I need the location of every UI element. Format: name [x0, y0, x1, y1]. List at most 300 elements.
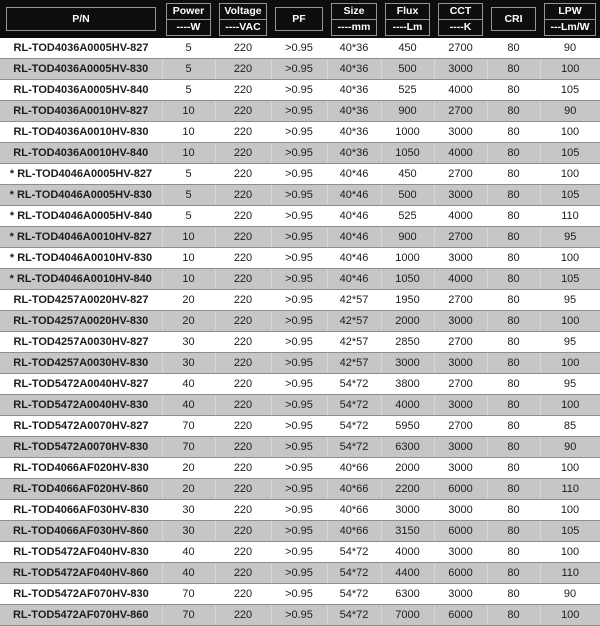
- table-row: [0, 479, 600, 500]
- table-row: [0, 143, 600, 164]
- cell-voltage: 220: [215, 248, 271, 269]
- col-header-cri-label: CRI: [491, 7, 536, 31]
- cell-flux: 450: [381, 38, 434, 59]
- cell-cri: 80: [487, 206, 540, 227]
- cell-flux: 525: [381, 206, 434, 227]
- cell-pn: RL-TOD5472A0040HV-830: [0, 395, 162, 416]
- cell-voltage: 220: [215, 80, 271, 101]
- cell-size: 54*72: [327, 605, 381, 626]
- cell-power: 30: [162, 332, 215, 353]
- table-row: [0, 269, 600, 290]
- cell-cri: 80: [487, 584, 540, 605]
- cell-cct: 2700: [434, 101, 487, 122]
- cell-power: 70: [162, 437, 215, 458]
- cell-pn: RL-TOD5472AF070HV-830: [0, 584, 162, 605]
- cell-pf: >0.95: [271, 269, 327, 290]
- cell-cct: 3000: [434, 311, 487, 332]
- cell-voltage: 220: [215, 416, 271, 437]
- cell-voltage: 220: [215, 353, 271, 374]
- cell-power: 70: [162, 416, 215, 437]
- col-header-pn-label: P/N: [6, 7, 156, 31]
- cell-pn: RL-TOD4036A0010HV-840: [0, 143, 162, 164]
- cell-voltage: 220: [215, 542, 271, 563]
- table-row: [0, 584, 600, 605]
- cell-pf: >0.95: [271, 521, 327, 542]
- cell-size: 54*72: [327, 437, 381, 458]
- cell-size: 40*66: [327, 479, 381, 500]
- cell-flux: 500: [381, 59, 434, 80]
- cell-pn: RL-TOD4036A0010HV-827: [0, 101, 162, 122]
- cell-pf: >0.95: [271, 332, 327, 353]
- cell-cri: 80: [487, 605, 540, 626]
- cell-power: 10: [162, 248, 215, 269]
- cell-cct: 3000: [434, 500, 487, 521]
- cell-cri: 80: [487, 374, 540, 395]
- cell-cct: 4000: [434, 143, 487, 164]
- cell-power: 5: [162, 80, 215, 101]
- cell-lpw: 100: [540, 353, 600, 374]
- cell-power: 10: [162, 227, 215, 248]
- cell-cri: 80: [487, 479, 540, 500]
- cell-pf: >0.95: [271, 38, 327, 59]
- cell-size: 40*46: [327, 206, 381, 227]
- cell-pf: >0.95: [271, 122, 327, 143]
- cell-power: 5: [162, 185, 215, 206]
- cell-lpw: 100: [540, 458, 600, 479]
- table-row: [0, 374, 600, 395]
- cell-cct: 2700: [434, 416, 487, 437]
- cell-flux: 900: [381, 227, 434, 248]
- cell-voltage: 220: [215, 227, 271, 248]
- cell-flux: 2850: [381, 332, 434, 353]
- table-row: [0, 500, 600, 521]
- cell-lpw: 90: [540, 437, 600, 458]
- cell-pn: RL-TOD5472A0070HV-830: [0, 437, 162, 458]
- table-row: [0, 206, 600, 227]
- cell-pf: >0.95: [271, 374, 327, 395]
- table-body: [0, 38, 600, 626]
- col-header-power-unit: ----W: [166, 19, 211, 36]
- cell-size: 40*46: [327, 248, 381, 269]
- cell-pf: >0.95: [271, 584, 327, 605]
- cell-cri: 80: [487, 101, 540, 122]
- cell-lpw: 105: [540, 185, 600, 206]
- table-row: [0, 311, 600, 332]
- cell-cct: 3000: [434, 542, 487, 563]
- cell-pn: RL-TOD4066AF020HV-860: [0, 479, 162, 500]
- cell-voltage: 220: [215, 500, 271, 521]
- cell-voltage: 220: [215, 206, 271, 227]
- cell-flux: 3150: [381, 521, 434, 542]
- cell-cri: 80: [487, 185, 540, 206]
- cell-pf: >0.95: [271, 248, 327, 269]
- cell-voltage: 220: [215, 521, 271, 542]
- cell-cri: 80: [487, 332, 540, 353]
- cell-cri: 80: [487, 122, 540, 143]
- cell-pn: * RL-TOD4046A0010HV-830: [0, 248, 162, 269]
- cell-flux: 6300: [381, 437, 434, 458]
- table-row: [0, 164, 600, 185]
- cell-cct: 3000: [434, 248, 487, 269]
- cell-size: 40*46: [327, 164, 381, 185]
- cell-cct: 6000: [434, 563, 487, 584]
- cell-size: 40*36: [327, 101, 381, 122]
- table-row: [0, 521, 600, 542]
- cell-power: 40: [162, 542, 215, 563]
- cell-power: 20: [162, 458, 215, 479]
- cell-voltage: 220: [215, 143, 271, 164]
- cell-power: 30: [162, 521, 215, 542]
- cell-cct: 6000: [434, 605, 487, 626]
- col-header-size-unit: ----mm: [331, 19, 377, 36]
- cell-cct: 4000: [434, 80, 487, 101]
- cell-size: 40*36: [327, 122, 381, 143]
- col-header-voltage-label: Voltage: [219, 3, 267, 20]
- cell-pn: RL-TOD4257A0030HV-827: [0, 332, 162, 353]
- cell-voltage: 220: [215, 584, 271, 605]
- cell-voltage: 220: [215, 605, 271, 626]
- cell-size: 42*57: [327, 311, 381, 332]
- table-row: [0, 38, 600, 59]
- cell-cri: 80: [487, 458, 540, 479]
- cell-flux: 2000: [381, 458, 434, 479]
- cell-voltage: 220: [215, 563, 271, 584]
- table-row: [0, 185, 600, 206]
- cell-power: 5: [162, 38, 215, 59]
- cell-pn: RL-TOD4257A0020HV-827: [0, 290, 162, 311]
- table-row: [0, 353, 600, 374]
- cell-pn: RL-TOD4036A0005HV-830: [0, 59, 162, 80]
- cell-pn: RL-TOD4257A0030HV-830: [0, 353, 162, 374]
- cell-pn: RL-TOD4257A0020HV-830: [0, 311, 162, 332]
- cell-voltage: 220: [215, 185, 271, 206]
- cell-cri: 80: [487, 311, 540, 332]
- col-header-power-label: Power: [166, 3, 211, 20]
- table-row: [0, 290, 600, 311]
- cell-cct: 6000: [434, 479, 487, 500]
- cell-lpw: 105: [540, 143, 600, 164]
- cell-flux: 2200: [381, 479, 434, 500]
- cell-power: 5: [162, 164, 215, 185]
- cell-flux: 1950: [381, 290, 434, 311]
- cell-power: 40: [162, 395, 215, 416]
- cell-voltage: 220: [215, 101, 271, 122]
- cell-power: 40: [162, 374, 215, 395]
- cell-size: 40*46: [327, 269, 381, 290]
- cell-power: 10: [162, 269, 215, 290]
- cell-size: 54*72: [327, 563, 381, 584]
- col-header-flux-unit: ----Lm: [385, 19, 430, 36]
- cell-voltage: 220: [215, 59, 271, 80]
- cell-cct: 3000: [434, 353, 487, 374]
- col-header-lpw-unit: ---Lm/W: [544, 19, 596, 36]
- cell-cri: 80: [487, 290, 540, 311]
- cell-flux: 6300: [381, 584, 434, 605]
- cell-pn: RL-TOD5472A0040HV-827: [0, 374, 162, 395]
- col-header-flux-label: Flux: [385, 3, 430, 20]
- cell-voltage: 220: [215, 311, 271, 332]
- table-row: [0, 542, 600, 563]
- cell-power: 20: [162, 290, 215, 311]
- cell-pf: >0.95: [271, 437, 327, 458]
- table-row: [0, 248, 600, 269]
- cell-cct: 3000: [434, 122, 487, 143]
- cell-cct: 3000: [434, 458, 487, 479]
- cell-pf: >0.95: [271, 458, 327, 479]
- cell-power: 30: [162, 500, 215, 521]
- cell-pf: >0.95: [271, 605, 327, 626]
- cell-voltage: 220: [215, 479, 271, 500]
- cell-flux: 500: [381, 185, 434, 206]
- cell-cct: 3000: [434, 395, 487, 416]
- cell-pf: >0.95: [271, 311, 327, 332]
- cell-voltage: 220: [215, 38, 271, 59]
- cell-pf: >0.95: [271, 353, 327, 374]
- col-header-pn: [0, 0, 162, 38]
- table-row: [0, 122, 600, 143]
- cell-cct: 2700: [434, 38, 487, 59]
- cell-lpw: 100: [540, 605, 600, 626]
- cell-lpw: 95: [540, 227, 600, 248]
- cell-cri: 80: [487, 395, 540, 416]
- cell-cct: 3000: [434, 437, 487, 458]
- cell-pn: RL-TOD4036A0005HV-827: [0, 38, 162, 59]
- table-row: [0, 80, 600, 101]
- col-header-voltage-unit: ----VAC: [219, 19, 267, 36]
- cell-cri: 80: [487, 143, 540, 164]
- cell-power: 5: [162, 206, 215, 227]
- cell-flux: 1000: [381, 248, 434, 269]
- cell-size: 40*66: [327, 521, 381, 542]
- cell-cri: 80: [487, 563, 540, 584]
- cell-voltage: 220: [215, 332, 271, 353]
- cell-voltage: 220: [215, 458, 271, 479]
- cell-cri: 80: [487, 80, 540, 101]
- cell-cri: 80: [487, 227, 540, 248]
- cell-pf: >0.95: [271, 542, 327, 563]
- cell-size: 54*72: [327, 395, 381, 416]
- cell-power: 20: [162, 311, 215, 332]
- cell-voltage: 220: [215, 395, 271, 416]
- cell-cct: 3000: [434, 59, 487, 80]
- col-header-power: [162, 0, 215, 38]
- table-row: [0, 59, 600, 80]
- cell-voltage: 220: [215, 122, 271, 143]
- cell-pn: RL-TOD5472A0070HV-827: [0, 416, 162, 437]
- cell-cct: 2700: [434, 164, 487, 185]
- cell-lpw: 105: [540, 521, 600, 542]
- cell-voltage: 220: [215, 374, 271, 395]
- cell-pf: >0.95: [271, 563, 327, 584]
- cell-lpw: 95: [540, 332, 600, 353]
- cell-flux: 450: [381, 164, 434, 185]
- cell-cct: 3000: [434, 584, 487, 605]
- col-header-cri: [487, 0, 540, 38]
- cell-lpw: 90: [540, 38, 600, 59]
- cell-size: 40*36: [327, 143, 381, 164]
- cell-size: 54*72: [327, 416, 381, 437]
- cell-cri: 80: [487, 269, 540, 290]
- cell-cri: 80: [487, 353, 540, 374]
- cell-cct: 2700: [434, 374, 487, 395]
- cell-lpw: 95: [540, 290, 600, 311]
- cell-flux: 3000: [381, 353, 434, 374]
- cell-size: 42*57: [327, 290, 381, 311]
- cell-lpw: 95: [540, 374, 600, 395]
- cell-lpw: 90: [540, 101, 600, 122]
- cell-pf: >0.95: [271, 227, 327, 248]
- table-row: [0, 416, 600, 437]
- table-row: [0, 563, 600, 584]
- cell-pf: >0.95: [271, 500, 327, 521]
- cell-cct: 6000: [434, 521, 487, 542]
- table-row: [0, 227, 600, 248]
- cell-flux: 525: [381, 80, 434, 101]
- cell-pn: RL-TOD5472AF040HV-860: [0, 563, 162, 584]
- cell-pn: RL-TOD4036A0005HV-840: [0, 80, 162, 101]
- cell-lpw: 105: [540, 269, 600, 290]
- cell-cct: 2700: [434, 332, 487, 353]
- col-header-pf: [271, 0, 327, 38]
- table-header: [0, 0, 600, 38]
- col-header-size: [327, 0, 381, 38]
- cell-cri: 80: [487, 248, 540, 269]
- col-header-voltage: [215, 0, 271, 38]
- cell-pn: * RL-TOD4046A0005HV-827: [0, 164, 162, 185]
- cell-cri: 80: [487, 521, 540, 542]
- col-header-cct: [434, 0, 487, 38]
- table-row: [0, 458, 600, 479]
- cell-size: 40*46: [327, 227, 381, 248]
- cell-size: 42*57: [327, 353, 381, 374]
- cell-pn: RL-TOD4066AF020HV-830: [0, 458, 162, 479]
- cell-lpw: 100: [540, 248, 600, 269]
- cell-pn: RL-TOD5472AF070HV-860: [0, 605, 162, 626]
- cell-pf: >0.95: [271, 164, 327, 185]
- col-header-cct-unit: ----K: [438, 19, 483, 36]
- col-header-lpw-label: LPW: [544, 3, 596, 20]
- cell-flux: 4000: [381, 395, 434, 416]
- col-header-cct-label: CCT: [438, 3, 483, 20]
- cell-power: 30: [162, 353, 215, 374]
- cell-power: 5: [162, 59, 215, 80]
- cell-lpw: 110: [540, 479, 600, 500]
- col-header-size-label: Size: [331, 3, 377, 20]
- table-row: [0, 437, 600, 458]
- cell-pn: RL-TOD4036A0010HV-830: [0, 122, 162, 143]
- cell-cri: 80: [487, 437, 540, 458]
- cell-voltage: 220: [215, 290, 271, 311]
- col-header-lpw: [540, 0, 600, 38]
- cell-cri: 80: [487, 59, 540, 80]
- cell-power: 70: [162, 584, 215, 605]
- cell-lpw: 100: [540, 122, 600, 143]
- cell-cct: 3000: [434, 185, 487, 206]
- cell-flux: 3800: [381, 374, 434, 395]
- table-row: [0, 332, 600, 353]
- cell-pf: >0.95: [271, 290, 327, 311]
- cell-power: 10: [162, 122, 215, 143]
- cell-cri: 80: [487, 164, 540, 185]
- cell-power: 10: [162, 101, 215, 122]
- cell-flux: 1050: [381, 143, 434, 164]
- cell-lpw: 100: [540, 59, 600, 80]
- cell-size: 40*66: [327, 458, 381, 479]
- cell-flux: 5950: [381, 416, 434, 437]
- cell-flux: 7000: [381, 605, 434, 626]
- cell-cct: 4000: [434, 206, 487, 227]
- table-row: [0, 101, 600, 122]
- cell-lpw: 100: [540, 311, 600, 332]
- cell-pf: >0.95: [271, 416, 327, 437]
- cell-size: 54*72: [327, 584, 381, 605]
- cell-cri: 80: [487, 542, 540, 563]
- col-header-flux: [381, 0, 434, 38]
- cell-flux: 1050: [381, 269, 434, 290]
- cell-pn: RL-TOD4066AF030HV-830: [0, 500, 162, 521]
- cell-cri: 80: [487, 500, 540, 521]
- col-header-pf-label: PF: [275, 7, 323, 31]
- cell-pf: >0.95: [271, 479, 327, 500]
- cell-flux: 2000: [381, 311, 434, 332]
- cell-lpw: 100: [540, 395, 600, 416]
- cell-power: 20: [162, 479, 215, 500]
- cell-size: 40*36: [327, 38, 381, 59]
- cell-size: 40*46: [327, 185, 381, 206]
- cell-power: 40: [162, 563, 215, 584]
- cell-size: 42*57: [327, 332, 381, 353]
- cell-power: 70: [162, 605, 215, 626]
- table-row: [0, 605, 600, 626]
- cell-pn: * RL-TOD4046A0010HV-827: [0, 227, 162, 248]
- cell-size: 54*72: [327, 374, 381, 395]
- cell-pn: * RL-TOD4046A0005HV-830: [0, 185, 162, 206]
- cell-cct: 4000: [434, 269, 487, 290]
- cell-flux: 4400: [381, 563, 434, 584]
- cell-lpw: 110: [540, 563, 600, 584]
- cell-lpw: 105: [540, 80, 600, 101]
- cell-cri: 80: [487, 416, 540, 437]
- cell-flux: 900: [381, 101, 434, 122]
- cell-pf: >0.95: [271, 206, 327, 227]
- cell-voltage: 220: [215, 269, 271, 290]
- cell-flux: 3000: [381, 500, 434, 521]
- cell-voltage: 220: [215, 164, 271, 185]
- cell-cct: 2700: [434, 227, 487, 248]
- table-row: [0, 395, 600, 416]
- cell-size: 54*72: [327, 542, 381, 563]
- cell-pf: >0.95: [271, 395, 327, 416]
- cell-pf: >0.95: [271, 59, 327, 80]
- cell-pf: >0.95: [271, 185, 327, 206]
- cell-power: 10: [162, 143, 215, 164]
- cell-size: 40*36: [327, 80, 381, 101]
- cell-lpw: 100: [540, 500, 600, 521]
- cell-pn: * RL-TOD4046A0005HV-840: [0, 206, 162, 227]
- cell-cri: 80: [487, 38, 540, 59]
- cell-size: 40*66: [327, 500, 381, 521]
- cell-pf: >0.95: [271, 80, 327, 101]
- cell-flux: 1000: [381, 122, 434, 143]
- cell-size: 40*36: [327, 59, 381, 80]
- cell-pf: >0.95: [271, 101, 327, 122]
- cell-pn: RL-TOD5472AF040HV-830: [0, 542, 162, 563]
- cell-flux: 4000: [381, 542, 434, 563]
- cell-lpw: 100: [540, 542, 600, 563]
- cell-lpw: 110: [540, 206, 600, 227]
- cell-lpw: 85: [540, 416, 600, 437]
- cell-pf: >0.95: [271, 143, 327, 164]
